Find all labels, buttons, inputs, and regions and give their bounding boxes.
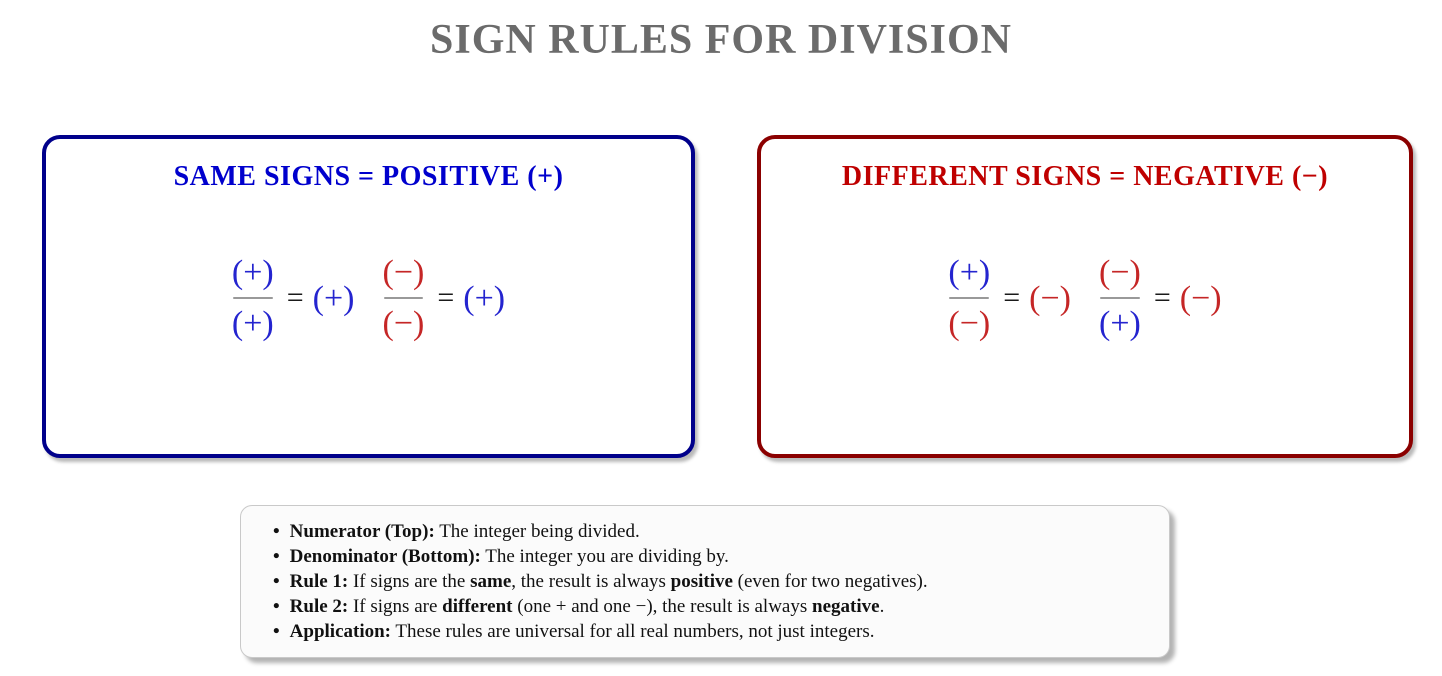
result-sign: (+) <box>312 279 355 317</box>
fraction <box>232 253 274 343</box>
note-segment: different <box>442 596 513 617</box>
denominator-sign: (+) <box>1099 305 1141 343</box>
result-sign: (−) <box>1029 279 1071 317</box>
equals-sign: = <box>1153 281 1171 315</box>
note-segment: negative <box>812 596 880 617</box>
different-signs-box-title: DIFFERENT SIGNS = NEGATIVE (−) <box>841 161 1329 192</box>
fraction <box>383 253 425 343</box>
result-sign: (+) <box>463 279 506 317</box>
page-title: SIGN RULES FOR DIVISION <box>430 17 1012 63</box>
equation <box>383 253 506 343</box>
notes-box <box>240 505 1170 658</box>
notes-list <box>273 519 1149 644</box>
list-item <box>273 544 1149 569</box>
bullet-icon: • <box>273 596 280 617</box>
note-segment: Application: <box>289 621 392 642</box>
fraction-bar <box>384 297 424 299</box>
denominator-sign: (−) <box>382 305 425 343</box>
note-segment: , the result is always <box>511 571 671 592</box>
same-signs-equations-row <box>46 253 691 343</box>
equals-sign: = <box>286 281 304 315</box>
bullet-icon: • <box>273 621 280 642</box>
note-segment: These rules are universal for all real numbers, not just integers. <box>391 621 875 642</box>
note-segment: (one + and one −), the result is always <box>512 596 813 617</box>
note-segment: Numerator (Top): <box>289 521 435 542</box>
denominator-sign: (+) <box>231 305 274 343</box>
note-segment: (even for two negatives). <box>732 571 928 592</box>
note-segment: Rule 2: <box>289 596 349 617</box>
equation <box>948 253 1071 343</box>
denominator-sign: (−) <box>948 305 991 343</box>
fraction-bar <box>233 297 273 299</box>
same-signs-box-title: SAME SIGNS = POSITIVE (+) <box>173 161 564 192</box>
numerator-sign: (−) <box>1099 254 1141 291</box>
fraction <box>1099 253 1141 343</box>
note-segment: Rule 1: <box>289 571 349 592</box>
same-signs-box <box>42 135 695 458</box>
equals-sign: = <box>437 281 455 315</box>
fraction <box>948 253 990 343</box>
note-segment: same <box>470 571 512 592</box>
fraction-bar <box>949 297 989 299</box>
equals-sign: = <box>1003 281 1021 315</box>
list-item <box>273 594 1149 619</box>
note-segment: The integer you are dividing by. <box>480 546 729 567</box>
note-segment: If signs are the <box>348 571 471 592</box>
note-segment: The integer being divided. <box>434 521 640 542</box>
note-segment: Denominator (Bottom): <box>289 546 481 567</box>
list-item <box>273 619 1149 644</box>
bullet-icon: • <box>273 571 280 592</box>
numerator-sign: (−) <box>382 254 425 291</box>
note-segment: positive <box>670 571 733 592</box>
different-signs-box <box>757 135 1413 458</box>
different-signs-equations-row <box>761 253 1409 343</box>
equation <box>232 253 355 343</box>
list-item <box>273 519 1149 544</box>
fraction-bar <box>1100 297 1140 299</box>
numerator-sign: (+) <box>948 254 991 291</box>
result-sign: (−) <box>1179 279 1222 317</box>
note-segment: If signs are <box>348 596 443 617</box>
equation <box>1099 253 1222 343</box>
bullet-icon: • <box>273 546 280 567</box>
numerator-sign: (+) <box>231 254 274 291</box>
note-segment: . <box>879 596 885 617</box>
list-item <box>273 569 1149 594</box>
bullet-icon: • <box>273 521 280 542</box>
